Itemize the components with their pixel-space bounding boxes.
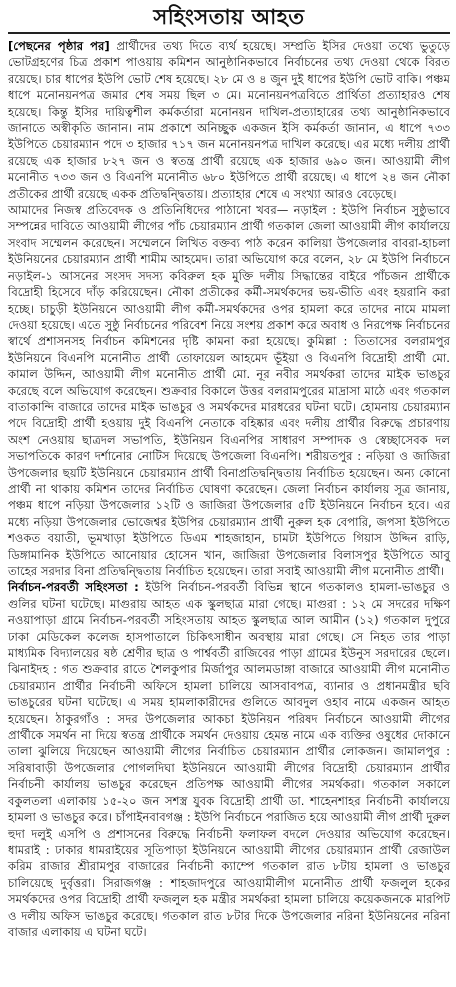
section-tag: নির্বাচন-পরবর্তী সহিংসতা :: [8, 580, 139, 595]
article-paragraph: [8, 38, 450, 202]
paragraph-text: প্রার্থীদের তথ্য দিতে ব্যর্থ হয়েছে। সম্প্রতি ইসির দেওয়া তথ্যে ভুতুড়ে ভোটগ্রহণের চিত্র প্রকাশ পাওয়ায় কমিশন আনুষ্ঠানিকভাবে নির্বাচনের তথ্য দেওয়া থেকে বিরত রয়েছে। চার ধাপের ইউপি ভোট শেষ হয়েছে। ২৮ মে ও ৪ জুন দুই ধাপের ইউপি ভোট বাকি। পঞ্চম ধাপে মনোনয়নপত্র জমার শেষ সময় ছিল ৩ মে। মনোনয়নপত্রবিতে প্রার্থিতা প্রত্যাহারও শেষ হয়েছে। কিন্তু ইসির দায়িত্বশীল কর্মকর্তারা মনোনয়ন দাখিল-প্রত্যাহারের তথ্য আনুষ্ঠানিকভাবে জানাতে অস্বীকৃতি জানান। নাম প্রকাশে অনিচ্ছুক একজন ইসি কর্মকর্তা জানান, এ ধাপে ৭৩৩ ইউপিতে চেয়ারম্যান পদে ৩ হাজার ৭১৭ জন মনোনয়নপত্র দাখিল করেছে। এর মধ্যে দলীয় প্রার্থী রয়েছে এক হাজার ৮২৭ জন ও স্বতন্ত্র প্রার্থী রয়েছে এক হাজার ৬৯০ জন। আওয়ামী লীগ মনোনীত ৭৩৩ জন ও বিএনপি মনোনীত ৬৮০ ইউপিতে প্রার্থী রয়েছে। এ ধাপে ২৪ জন নৌকা প্রতীকের প্রার্থী রয়েছে একক প্রতিদ্বন্দ্বিতায়। প্রত্যাহার শেষে এ সংখ্যা আরও বেড়েছে।: [8, 39, 450, 201]
article-body: [8, 38, 450, 940]
article-paragraph: [8, 202, 450, 579]
article-paragraph: [8, 579, 450, 940]
paragraph-text: আমাদের নিজস্ব প্রতিবেদক ও প্রতিনিধিদের পাঠানো খবর— নড়াইল : ইউপি নির্বাচন সুষ্ঠুভাবে সম্পন্নের দাবিতে আওয়ামী লীগের পাঁচ চেয়ারম্যান প্রার্থী গতকাল জেলা আওয়ামী লীগ কার্যালয়ে সংবাদ সম্মেলন করেছেন। সম্মেলনে লিখিত বক্তব্য পাঠ করেন কালিয়া উপজেলার বাবরা-হাচলা ইউনিয়নের চেয়ারম্যান প্রার্থী শামীম আহমেদ। তারা অভিযোগ করে বলেন, ২৮ মে ইউপি নির্বাচনে নড়াইল-১ আসনের সংসদ সদস্য কবিরুল হক মুক্তি দলীয় সিদ্ধান্তের বাইরে পাঁচজন প্রার্থীকে বিদ্রোহী হিসেবে দাঁড় করিয়েছেন। নৌকা প্রতীকের কর্মী-সমর্থকদের ভয়-ভীতি এবং হয়রানি করা হচ্ছে। চাচুড়ী ইউনিয়নে আওয়ামী লীগ কর্মী-সমর্থকদের ওপর হামলা করে তাদের নামে মামলা দেওয়া হয়েছে। এতে সুষ্ঠু নির্বাচনের পরিবেশ নিয়ে সংশয় প্রকাশ করে অবাধ ও নিরপেক্ষ নির্বাচনের স্বার্থে প্রশাসনসহ নির্বাচন কমিশনের দৃষ্টি কামনা করা হয়েছে। কুমিল্লা : তিতাসের বলরামপুর ইউনিয়নে বিএনপি মনোনীত প্রার্থী তোফায়েল আহমেদ ভূঁইয়া ও বিএনপি বিদ্রোহী প্রার্থী মো. কামাল উদ্দিন, আওয়ামী লীগ মনোনীত প্রার্থী মো. নূর নবীর সমর্থকরা তাদের মাইক ভাঙচুর করেছে বলে অভিযোগ করেছেন। শুক্রবার বিকালে উত্তর বলরামপুরের মাদ্রাসা মাঠে এবং গতকাল বাতাকান্দি বাজারে তাদের মাইক ভাঙচুর ও সমর্থকদের মারধরের ঘটনা ঘটে। হোমনায় চেয়ারম্যান পদে বিদ্রোহী প্রার্থী হওয়ায় দুই বিএনপি নেতাকে বহিষ্কার এবং দলীয় প্রার্থীর বিরুদ্ধে প্রচারণায় অংশ নেওয়ায় ছাত্রদল সভাপতি, ইউনিয়ন বিএনপির সাধারণ সম্পাদক ও স্বেচ্ছাসেবক দল সভাপতিকে কারণ দর্শানোর নোটিস দিয়েছে উপজেলা বিএনপি। শরীয়তপুর : নড়িয়া ও জাজিরা উপজেলার ছয়টি ইউনিয়নে চেয়ারম্যান প্রার্থী বিনাপ্রতিদ্বন্দ্বিতায় নির্বাচিত হয়েছেন। অন্য কোনো প্রার্থী না থাকায় কমিশন তাদের নির্বাচিত ঘোষণা করেছেন। জেলা নির্বাচন কার্যালয় সূত্র জানায়, পঞ্চম ধাপে নড়িয়া উপজেলার ১২টি ও জাজিরা উপজেলার ৫টি ইউনিয়নে নির্বাচন হবে। এর মধ্যে নড়িয়া উপজেলার ভোজেশ্বর ইউপির চেয়ারম্যান প্রার্থী নুরুল হক বেপারি, জপসা ইউপিতে শওকত বয়াতী, ভূমখাড়া ইউপিতে ডিএম শাহজাহান, চামটা ইউপিতে গিয়াস উদ্দিন রাড়ি, ডিঙ্গামানিক ইউপিতে আনোয়ার হোসেন খান, জাজিরা উপজেলার বিলাসপুর ইউপিতে আবু তাহের সরদার বিনা প্রতিদ্বন্দ্বিতায় নির্বাচিত হয়েছেন। তারা সবাই আওয়ামী লীগ মনোনীত প্রার্থী।: [8, 203, 450, 578]
article-headline: সহিংসতায় আহত: [153, 4, 305, 29]
continuation-tag: [পেছনের পৃষ্ঠার পর]: [8, 39, 110, 53]
headline-divider: [8, 32, 450, 34]
paragraph-text: ইউপি নির্বাচন-পরবর্তী বিভিন্ন স্থানে গতকালও হামলা-ভাঙচুর ও গুলির ঘটনা ঘটেছে। মাগুরায় আহত এক স্কুলছাত্র মারা গেছে। মাগুরা : ১২ মে সদরের দক্ষিণ নওয়াপাড়া গ্রামে নির্বাচন-পরবর্তী সহিংসতায় আহত স্কুলছাত্র আল আমীন (১২) গতকাল দুপুরে ঢাকা মেডিকেল কলেজ হাসপাতালে চিকিৎসাধীন অবস্থায় মারা গেছে। সে নিহত তার পাড়া মাধ্যমিক বিদ্যালয়ের ষষ্ঠ শ্রেণীর ছাত্র ও পার্শ্ববর্তী রাজিবের পাড়া গ্রামের ইউনুস সরদারের ছেলে। ঝিনাইদহ : গত শুক্রবার রাতে শৈলকুপার মির্জাপুর আলমডাঙ্গা বাজারে আওয়ামী লীগ মনোনীত চেয়ারম্যান প্রার্থীর নির্বাচনী অফিসে হামলা চালিয়ে আসবাবপত্র, ব্যানার ও প্রধানমন্ত্রীর ছবি ভাঙচুরের ঘটনা ঘটেছে। এ সময় হামলাকারীদের গুলিতে আবদুল ওহাব নামে একজন আহত হয়েছেন। ঠাকুরগাঁও : সদর উপজেলার আকচা ইউনিয়ন পরিষদ নির্বাচনে আওয়ামী লীগের প্রার্থীকে সমর্থন না দিয়ে স্বতন্ত্র প্রার্থীকে সমর্থন দেওয়ায় হেমন্ত নামে এক ব্যক্তির ওষুধের দোকানে তালা ঝুলিয়ে দিয়েছেন আওয়ামী লীগের নির্বাচিত চেয়ারম্যান প্রার্থীর লোকজন। জামালপুর : সরিষাবাড়ী উপজেলার পোগলদিঘা ইউনিয়নে আওয়ামী লীগের বিদ্রোহী চেয়ারম্যান প্রার্থীর নির্বাচনী কার্যালয় ভাঙচুর করেছেন প্রতিপক্ষ আওয়ামী লীগের সমর্থকরা। গতকাল সকালে বকুলতলা এলাকায় ১৫-২০ জন সশস্ত্র যুবক বিদ্রোহী প্রার্থী ডা. শাহেনশাহর নির্বাচনী কার্যালয়ে হামলা ও ভাঙচুর করে। চাঁপাইনবাবগঞ্জ : ইউপি নির্বাচনে পরাজিত হয়ে আওয়ামী লীগ প্রার্থী দুরুল হুদা দলুই এসপি ও প্রশাসনের বিরুদ্ধে নির্বাচনী ফলাফল বদলে দেওয়ার অভিযোগ করেছেন। ধামরাই : ঢাকার ধামরাইয়ের সূতিপাড়া ইউনিয়নে আওয়ামী লীগের চেয়ারম্যান প্রার্থী রেজাউল করিম রাজার শ্রীরামপুর বাজারের নির্বাচনী ক্যাম্পে গতকাল রাত ৮টায় হামলা ও ভাঙচুর চালিয়েছে দুর্বৃত্তরা। সিরাজগঞ্জ : শাহজাদপুরে আওয়ামীলীগ মনোনীত প্রার্থী ফজলুল হকের সমর্থকদের ওপর বিদ্রোহী প্রার্থী ফজলুল হক মন্ত্রীর সমর্থকরা হামলা চালিয়ে কয়েকজনকে মারপিট ও দলীয় অফিস ভাঙচুর করেছে। গতকাল রাত ৮টার দিকে উপজেলার নরিনা ইউনিয়নের নরিনা বাজার এলাকায় এ ঘটনা ঘটে।: [8, 580, 450, 939]
